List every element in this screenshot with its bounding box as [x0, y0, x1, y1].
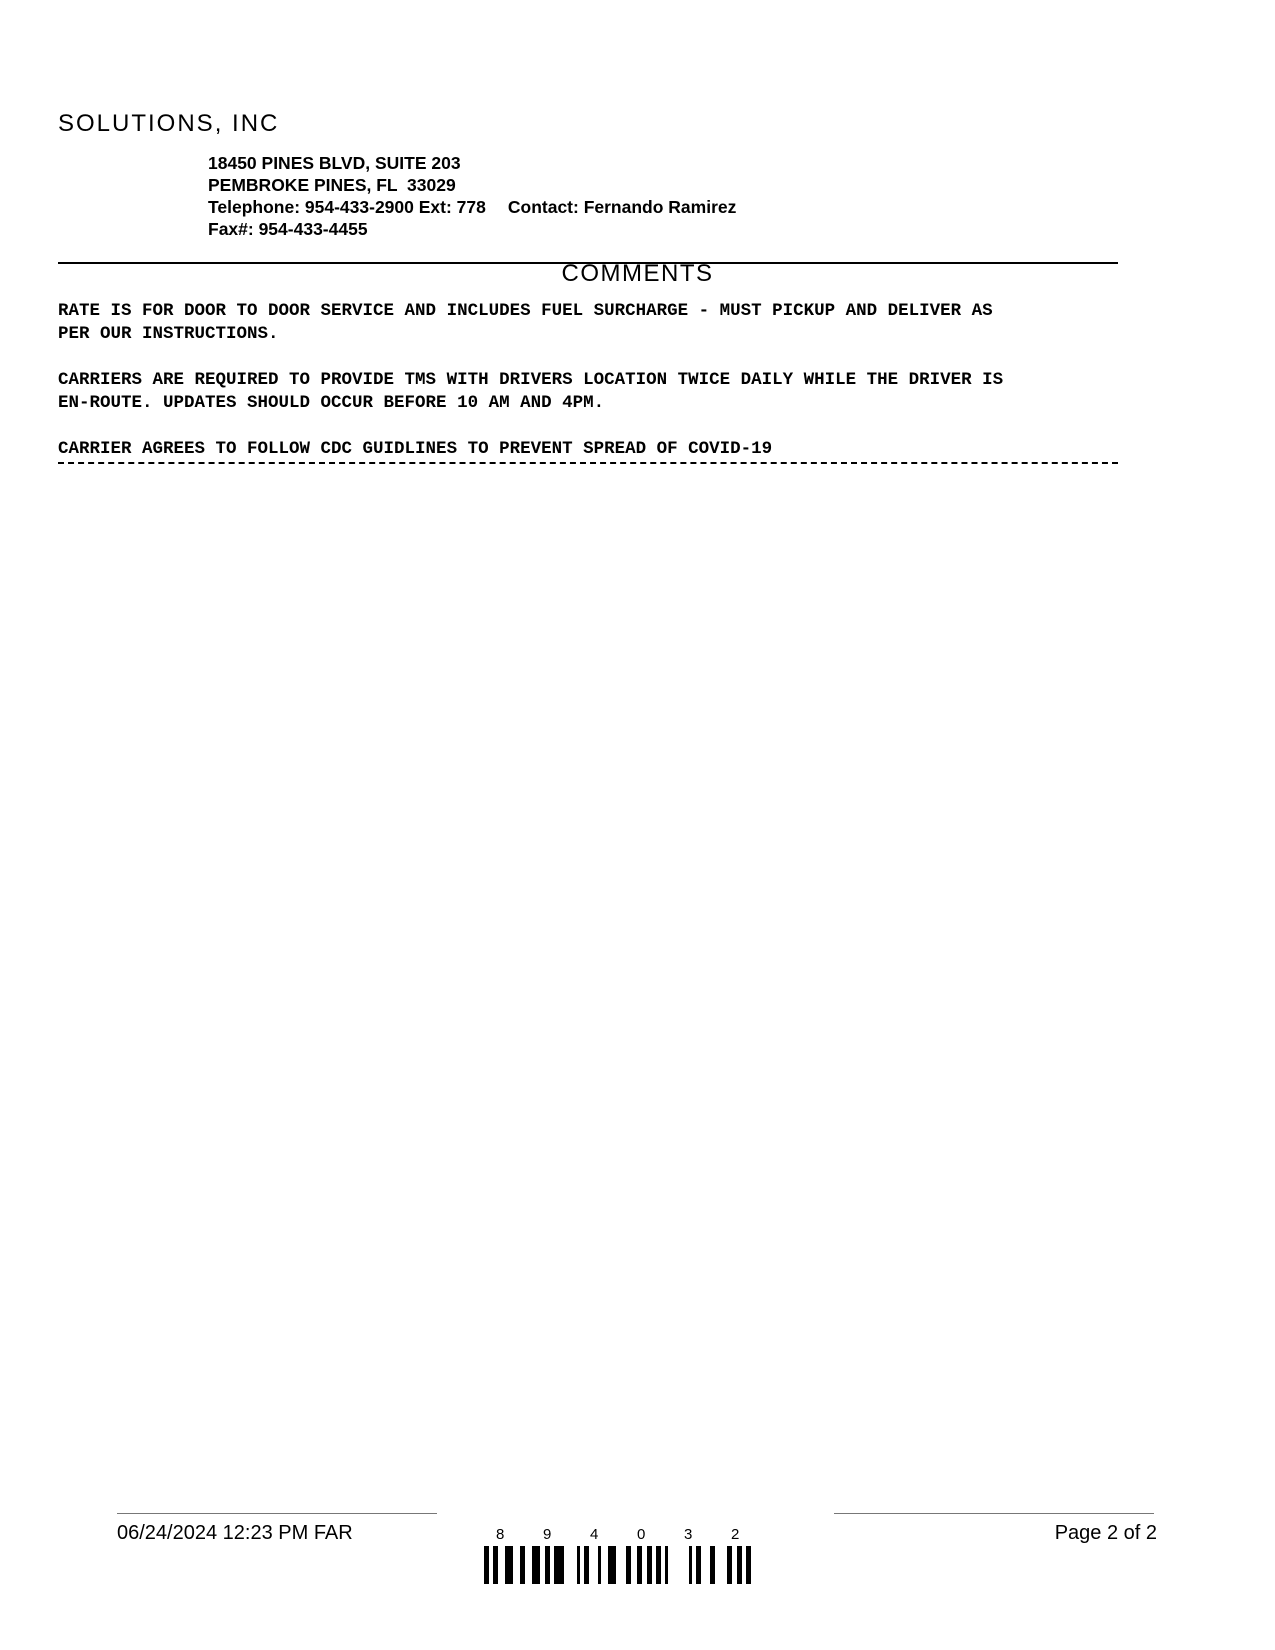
- address-city: PEMBROKE PINES, FL 33029: [208, 175, 456, 195]
- telephone-contact-line: [208, 196, 736, 218]
- comment-paragraph: CARRIERS ARE REQUIRED TO PROVIDE TMS WITH DRIVERS LOCATION TWICE DAILY WHILE THE DRIVER IS EN-ROUTE. UPDATES SHOULD OCCUR BEFORE 10 AM AND 4PM.: [58, 370, 1004, 413]
- barcode-digit: 9: [543, 1526, 552, 1543]
- barcode-digit: 0: [637, 1526, 646, 1543]
- comments-end-divider: [58, 462, 1118, 464]
- company-address-block: [208, 152, 736, 240]
- barcode-bars: [484, 1546, 784, 1584]
- address-street: 18450 PINES BLVD, SUITE 203: [208, 153, 461, 173]
- comments-section: [58, 300, 1238, 461]
- telephone: Telephone: 954-433-2900 Ext: 778: [208, 197, 486, 217]
- barcode-digit: 4: [590, 1526, 599, 1543]
- comments-heading: COMMENTS: [561, 260, 714, 287]
- print-timestamp: 06/24/2024 12:23 PM FAR: [117, 1522, 353, 1544]
- barcode-digits: [484, 1526, 794, 1544]
- comment-paragraph: RATE IS FOR DOOR TO DOOR SERVICE AND INCLUDES FUEL SURCHARGE - MUST PICKUP AND DELIVER AS PER OUR INSTRUCTIONS.: [58, 301, 993, 344]
- barcode-digit: 3: [684, 1526, 693, 1543]
- company-name: SOLUTIONS, INC: [58, 110, 280, 137]
- footer-rule-right: [834, 1513, 1154, 1514]
- barcode-digit: 8: [496, 1526, 505, 1543]
- contact-person: Contact: Fernando Ramirez: [507, 197, 737, 217]
- footer-rule-left: [117, 1513, 437, 1514]
- fax-number: Fax#: 954-433-4455: [208, 219, 368, 239]
- page-number: Page 2 of 2: [1054, 1522, 1157, 1544]
- barcode: [484, 1526, 794, 1586]
- comment-paragraph: CARRIER AGREES TO FOLLOW CDC GUIDLINES TO PREVENT SPREAD OF COVID-19: [58, 439, 773, 459]
- barcode-digit: 2: [731, 1526, 740, 1543]
